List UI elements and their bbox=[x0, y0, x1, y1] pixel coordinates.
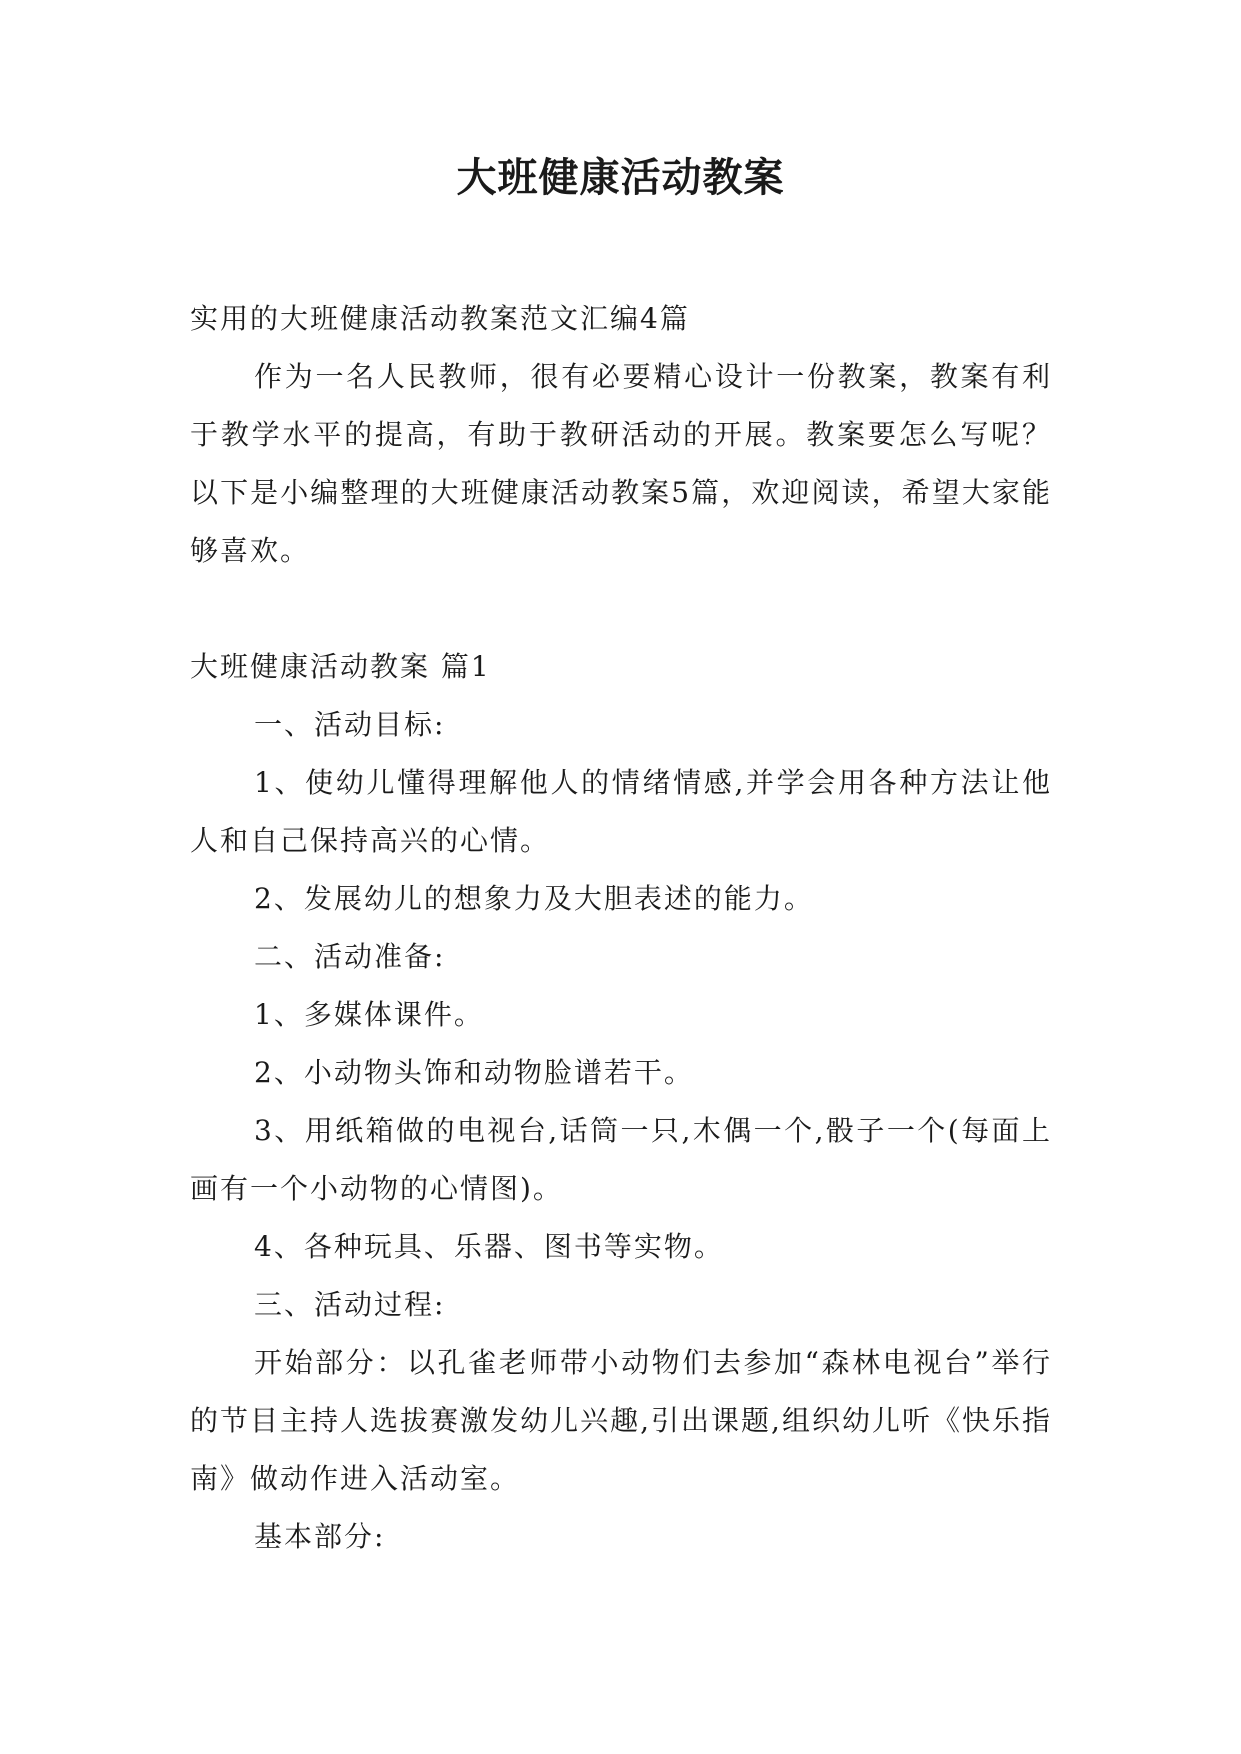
process-heading: 三、活动过程: bbox=[254, 1288, 446, 1321]
preparation-item-4: 4、各种玩具、乐器、图书等实物。 bbox=[254, 1230, 724, 1263]
subtitle-paragraph: 实用的大班健康活动教案范文汇编4篇 bbox=[190, 302, 690, 335]
opening-part-paragraph: 开始部分：以孔雀老师带小动物们去参加“森林电视台”举行的节目主持人选拔赛激发幼儿兴趣,引出课题,组织幼儿听《快乐指南》做动作进入活动室。 bbox=[190, 1346, 1052, 1495]
preparation-item-2: 2、小动物头饰和动物脸谱若干。 bbox=[254, 1056, 694, 1089]
goal-heading: 一、活动目标: bbox=[254, 708, 446, 741]
section-heading: 大班健康活动教案 篇1 bbox=[190, 650, 491, 683]
document-body bbox=[190, 290, 1052, 1566]
basic-part-heading: 基本部分: bbox=[254, 1520, 386, 1553]
goal-item-1: 1、使幼儿懂得理解他人的情绪情感,并学会用各种方法让他人和自己保持高兴的心情。 bbox=[190, 766, 1052, 857]
goal-item-2: 2、发展幼儿的想象力及大胆表述的能力。 bbox=[254, 882, 814, 915]
preparation-item-1: 1、多媒体课件。 bbox=[254, 998, 484, 1031]
document-title: 大班健康活动教案 bbox=[456, 155, 785, 201]
intro-paragraph: 作为一名人民教师，很有必要精心设计一份教案，教案有利于教学水平的提高，有助于教研活动的开展。教案要怎么写呢？以下是小编整理的大班健康活动教案5篇，欢迎阅读，希望大家能够喜欢。 bbox=[190, 360, 1052, 567]
paragraph-spacer bbox=[190, 580, 1052, 638]
preparation-heading: 二、活动准备: bbox=[254, 940, 446, 973]
preparation-item-3: 3、用纸箱做的电视台,话筒一只,木偶一个,骰子一个(每面上画有一个小动物的心情图)。 bbox=[190, 1114, 1052, 1205]
